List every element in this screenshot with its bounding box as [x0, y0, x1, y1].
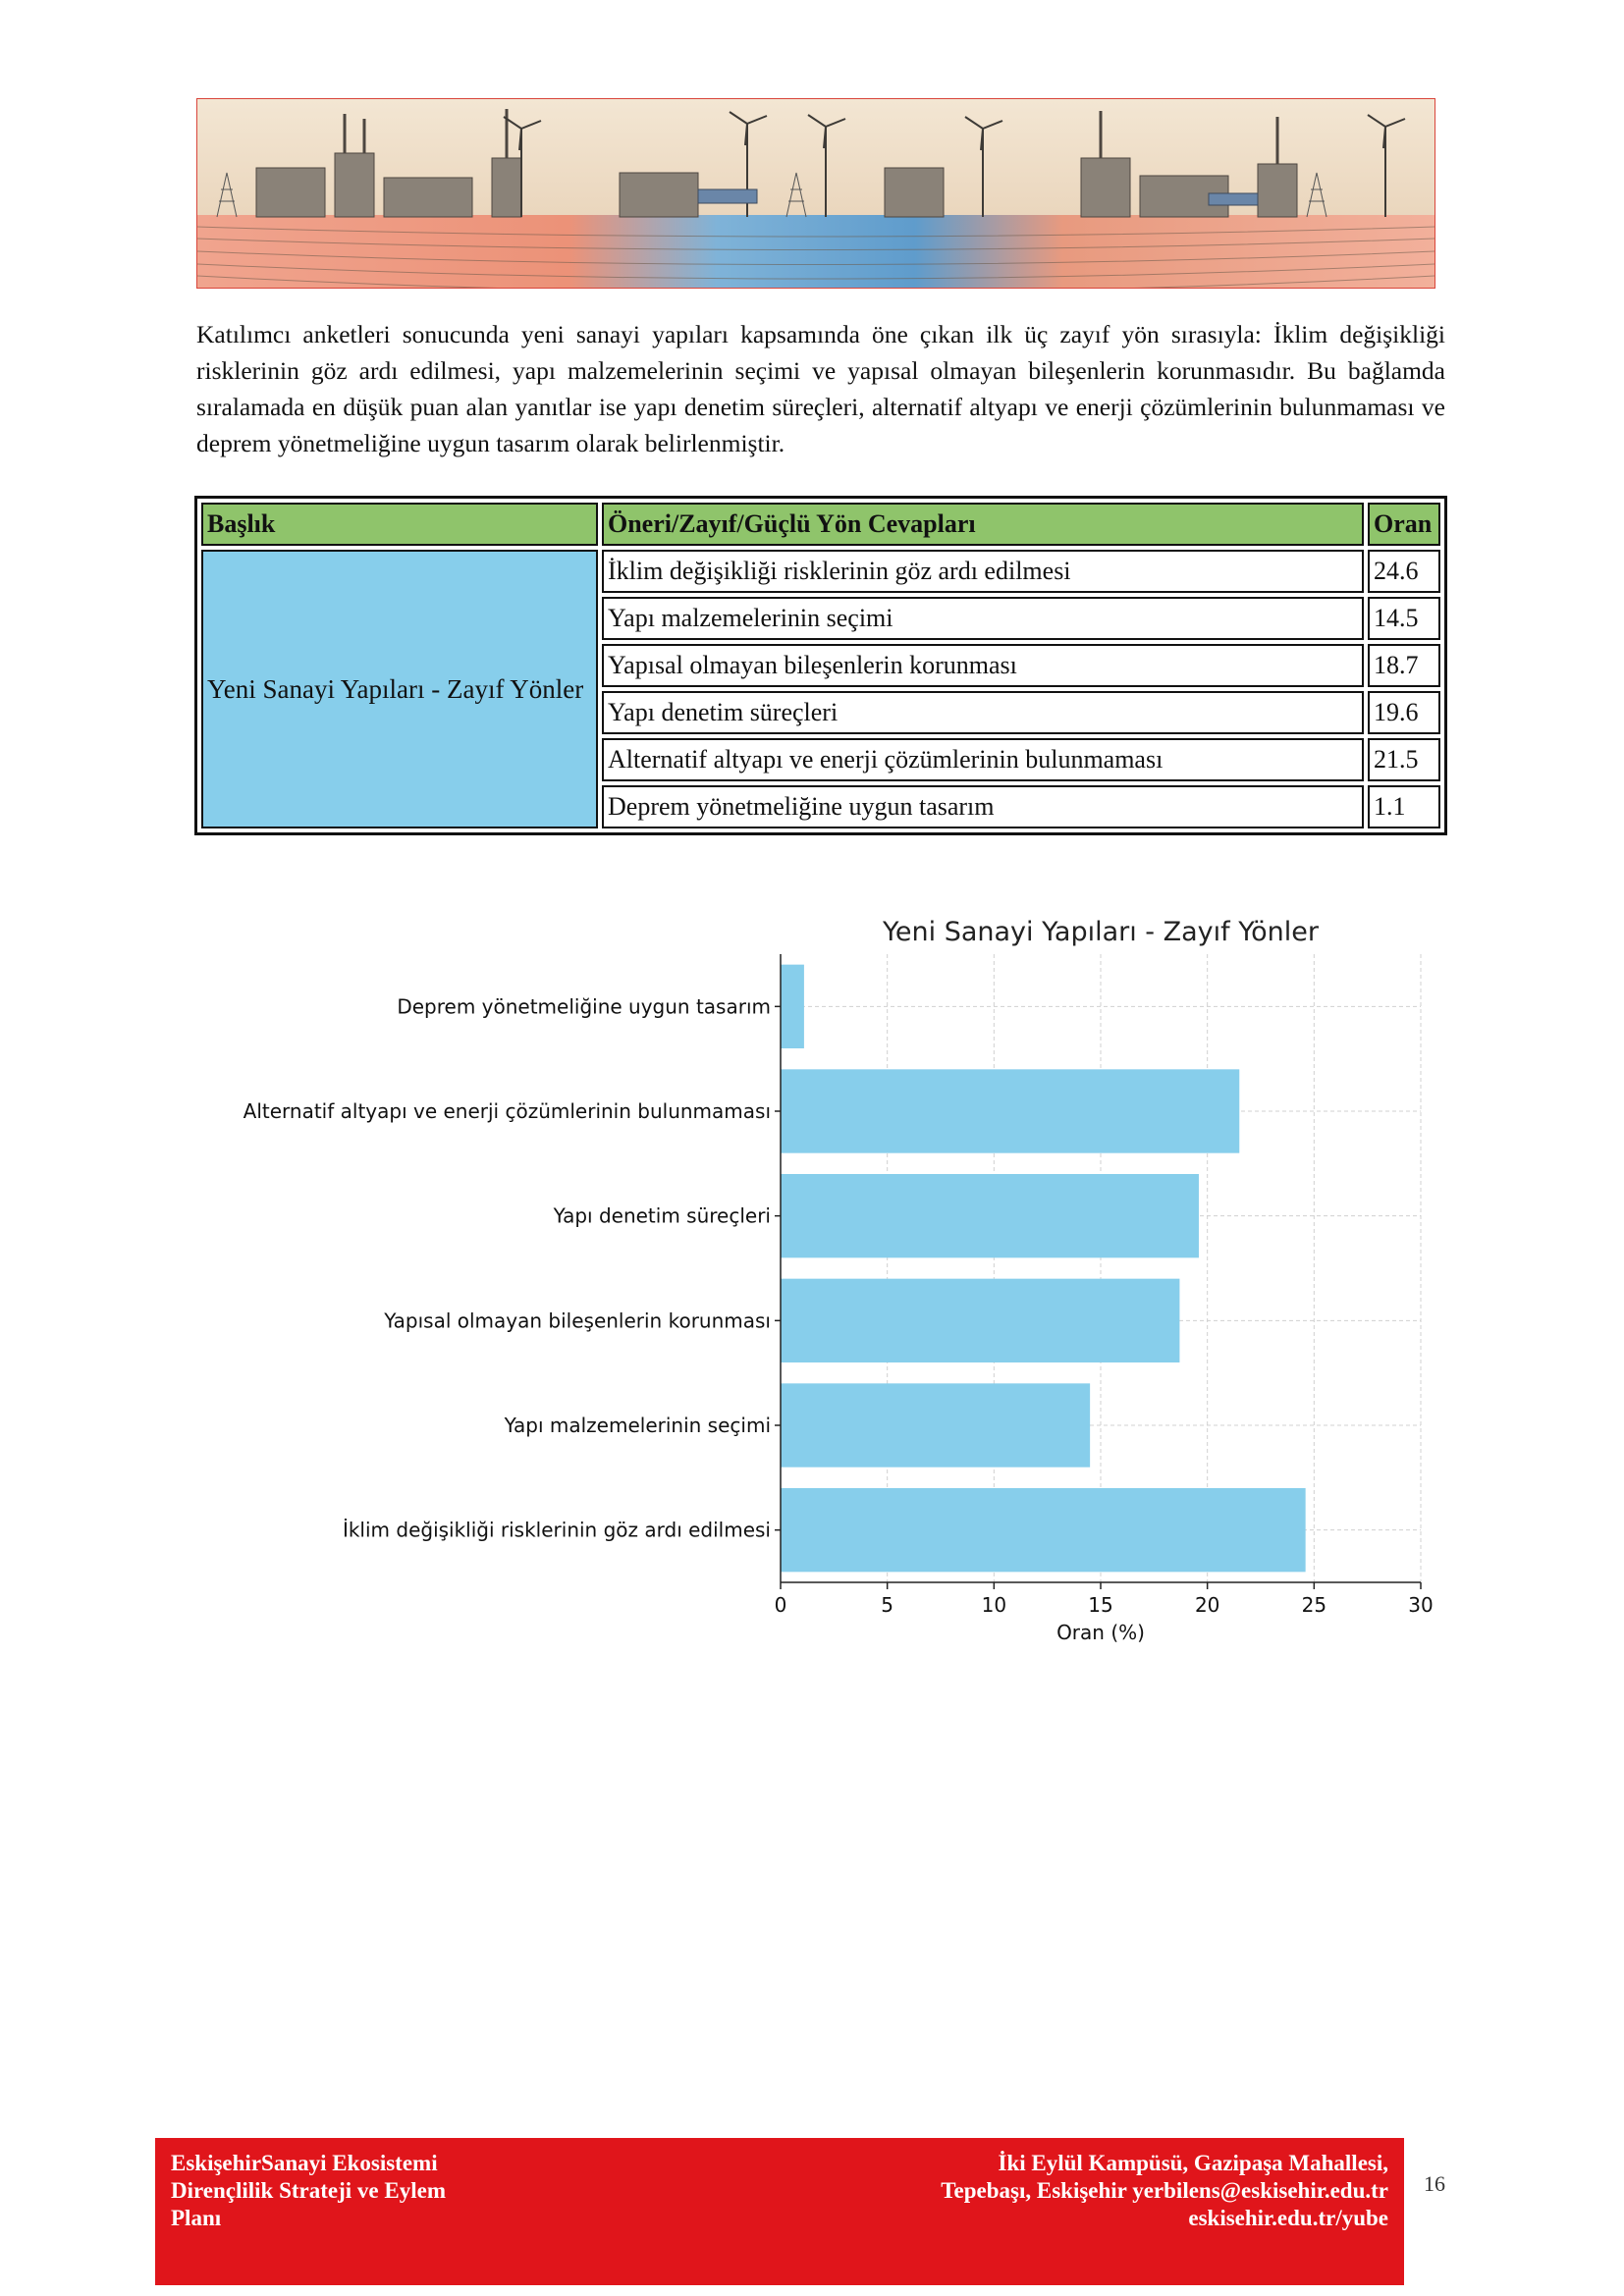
x-tick-label: 5 [881, 1593, 894, 1617]
bar [781, 1069, 1239, 1152]
bar-chart [196, 903, 1453, 1654]
page-footer [155, 2138, 1404, 2285]
bar-chart-svg [196, 903, 1453, 1649]
y-tick-label: Deprem yönetmeliğine uygun tasarım [397, 994, 771, 1019]
bar [781, 1488, 1306, 1572]
footer-right-text: İki Eylül Kampüsü, Gazipaşa Mahallesi, Tepebaşı, Eskişehir yerbilens@eskisehir.edu.tr eskisehir.edu.tr/yube [941, 2151, 1388, 2230]
y-tick-label: Yapısal olmayan bileşenlerin korunması [384, 1308, 771, 1333]
bar [781, 1174, 1199, 1257]
intro-paragraph: Katılımcı anketleri sonucunda yeni sanayi yapıları kapsamında öne çıkan ilk üç zayıf yön sırasıyla: İklim değişikliği risklerinin göz ardı edilmesi, yapı malzemelerinin seçimi ve yapısal olmayan bileşenlerin korunmasıdır. Bu bağlamda sıralamada en düşük puan alan yanıtlar ise yapı denetim süreçleri, alternatif altyapı ve enerji çözümlerinin bulunmaması ve deprem yönetmeliğine uygun tasarım olarak belirlenmiştir. [196, 320, 1445, 457]
answer-cell: İklim değişikliği risklerinin göz ardı edilmesi [602, 550, 1364, 593]
y-tick-label: Yapı denetim süreçleri [553, 1203, 771, 1228]
x-tick-label: 20 [1194, 1593, 1220, 1617]
y-tick-label: Yapı malzemelerinin seçimi [504, 1414, 771, 1437]
page-number: 16 [1424, 2171, 1445, 2196]
header-baslik: Başlık [201, 503, 598, 546]
bar [781, 1279, 1179, 1362]
answer-cell: Yapı malzemelerinin seçimi [602, 597, 1364, 640]
footer-left-text: EskişehirSanayi Ekosistemi Dirençlilik Strateji ve Eylem Planı [171, 2151, 446, 2230]
table-row [201, 550, 1440, 593]
chart-title: Yeni Sanayi Yapıları - Zayıf Yönler [883, 917, 1319, 947]
bar [781, 1383, 1090, 1467]
answer-cell: Yapısal olmayan bileşenlerin korunması [602, 644, 1364, 687]
x-tick-label: 0 [774, 1593, 787, 1617]
header-cevaplar: Öneri/Zayıf/Güçlü Yön Cevapları [602, 503, 1364, 546]
y-tick-label: İklim değişikliği risklerinin göz ardı edilmesi [342, 1518, 771, 1542]
rate-cell: 21.5 [1368, 738, 1440, 781]
table-header-row [201, 503, 1440, 546]
x-tick-label: 10 [981, 1593, 1007, 1617]
rate-cell: 19.6 [1368, 691, 1440, 734]
answer-cell: Alternatif altyapı ve enerji çözümlerinin bulunmaması [602, 738, 1364, 781]
rate-cell: 24.6 [1368, 550, 1440, 593]
answer-cell: Deprem yönetmeliğine uygun tasarım [602, 785, 1364, 828]
results-table [194, 496, 1447, 835]
header-oran: Oran [1368, 503, 1440, 546]
header-banner-illustration [196, 98, 1435, 289]
x-tick-label: 30 [1408, 1593, 1434, 1617]
x-tick-label: 15 [1088, 1593, 1113, 1617]
rate-cell: 18.7 [1368, 644, 1440, 687]
x-tick-label: 25 [1301, 1593, 1327, 1617]
bar [781, 965, 804, 1048]
group-label-cell: Yeni Sanayi Yapıları - Zayıf Yönler [201, 550, 598, 828]
y-tick-label: Alternatif altyapı ve enerji çözümlerinin bulunmaması [243, 1099, 771, 1123]
rate-cell: 1.1 [1368, 785, 1440, 828]
x-axis-label: Oran (%) [1056, 1621, 1145, 1644]
rate-cell: 14.5 [1368, 597, 1440, 640]
answer-cell: Yapı denetim süreçleri [602, 691, 1364, 734]
